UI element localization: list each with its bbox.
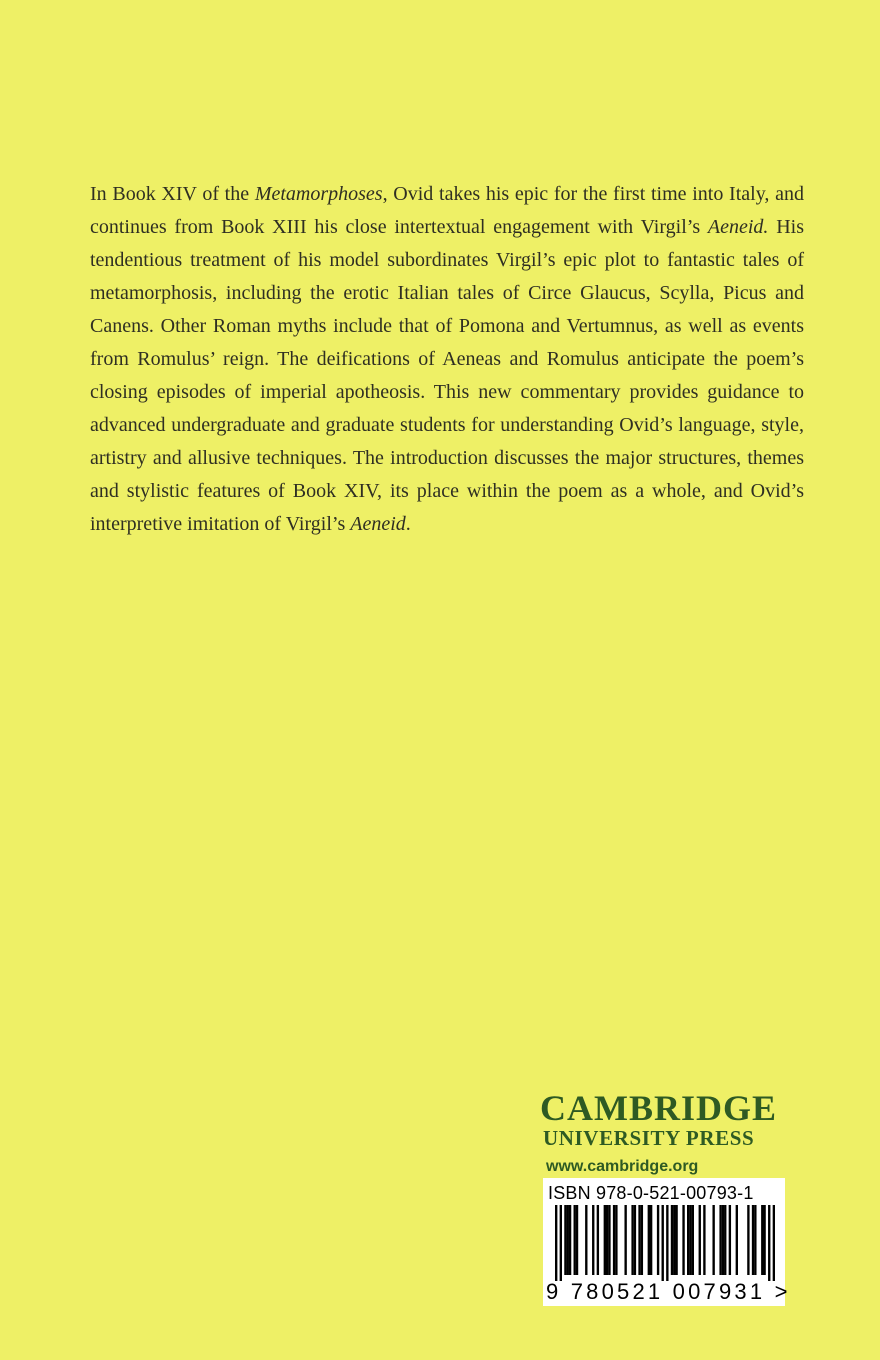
barcode-bar [657,1205,659,1275]
barcode-bar [666,1205,668,1281]
description-text: , Ovid takes his epic for the first time into Italy, and continues from Book XIII his close intertextual engagement with Virgil’s [90,183,804,238]
barcode-bar [564,1205,566,1275]
barcode-bar [703,1205,705,1275]
barcode-bar [641,1205,643,1275]
barcode-bar [597,1205,599,1275]
barcode-bar [592,1205,594,1275]
barcode-bar [724,1205,726,1275]
isbn-label: ISBN 978-0-521-00793-1 [548,1183,754,1203]
barcode-bar [613,1205,615,1275]
italic-title: Aeneid [350,513,406,535]
description-text: . [405,513,411,535]
barcode-bar [650,1205,652,1275]
barcode-bar [615,1205,617,1275]
barcode-bar [719,1205,721,1275]
barcode-bar [675,1205,677,1275]
barcode-bar [729,1205,731,1275]
barcode-bar [624,1205,626,1275]
barcode-bar [662,1205,664,1281]
barcode-bar [747,1205,749,1275]
barcode-box [543,1178,791,1306]
barcode-bar [752,1205,754,1275]
barcode-bar [761,1205,763,1275]
barcode-bar [754,1205,756,1275]
barcode-bar [692,1205,694,1275]
publisher-subtitle: UNIVERSITY PRESS [543,1126,755,1150]
book-description [90,178,804,541]
barcode-digits: 9 780521 007931 > [546,1279,791,1304]
barcode-bar [567,1205,569,1275]
barcode-bar [687,1205,689,1275]
publisher-url: www.cambridge.org [546,1158,699,1175]
barcode-bar [638,1205,640,1275]
barcode-bar [560,1205,562,1281]
barcode-bar [608,1205,610,1275]
barcode-bar [585,1205,587,1275]
barcode-bar [773,1205,775,1281]
description-text: In Book XIV of the [90,183,255,205]
barcode-bar [682,1205,684,1275]
barcode-bar [606,1205,608,1275]
publisher-logo [540,1088,786,1178]
barcode-bar [555,1205,557,1281]
barcode-bar [673,1205,675,1275]
barcode-bar [722,1205,724,1275]
barcode-bar [648,1205,650,1275]
description-text: His tendentious treatment of his model subordinates Virgil’s epic plot to fantastic tales of metamorphosis, including the erotic Italian tales of Circe Glaucus, Scylla, Picus and Canens. Other Roman myths include that of Pomona and Vertumnus, as well as events from Romulus’ reign. The deifications of Aeneas and Romulus anticipate the poem’s closing episodes of imperial apotheosis. This new commentary provides guidance to advanced undergraduate and graduate students for understanding Ovid’s language, style, artistry and allusive techniques. The introduction discusses the major structures, themes and stylistic features of Book XIV, its place within the poem as a whole, and Ovid’s interpretive imitation of Virgil’s [90,216,804,535]
italic-title: Aeneid. [707,216,769,238]
barcode-icon [555,1205,775,1281]
barcode-bar [569,1205,571,1275]
barcode-bar [689,1205,691,1275]
publisher-name: CAMBRIDGE [540,1088,778,1128]
barcode-bar [736,1205,738,1275]
italic-title: Metamorphoses [254,183,383,205]
barcode-bar [574,1205,576,1275]
barcode-bar [576,1205,578,1275]
barcode-bar [631,1205,633,1275]
barcode-bar [712,1205,714,1275]
barcode-bar [671,1205,673,1275]
barcode-bar [699,1205,701,1275]
barcode-bar [634,1205,636,1275]
barcode-bar [768,1205,770,1281]
barcode-bar [604,1205,606,1275]
barcode-bar [763,1205,765,1275]
